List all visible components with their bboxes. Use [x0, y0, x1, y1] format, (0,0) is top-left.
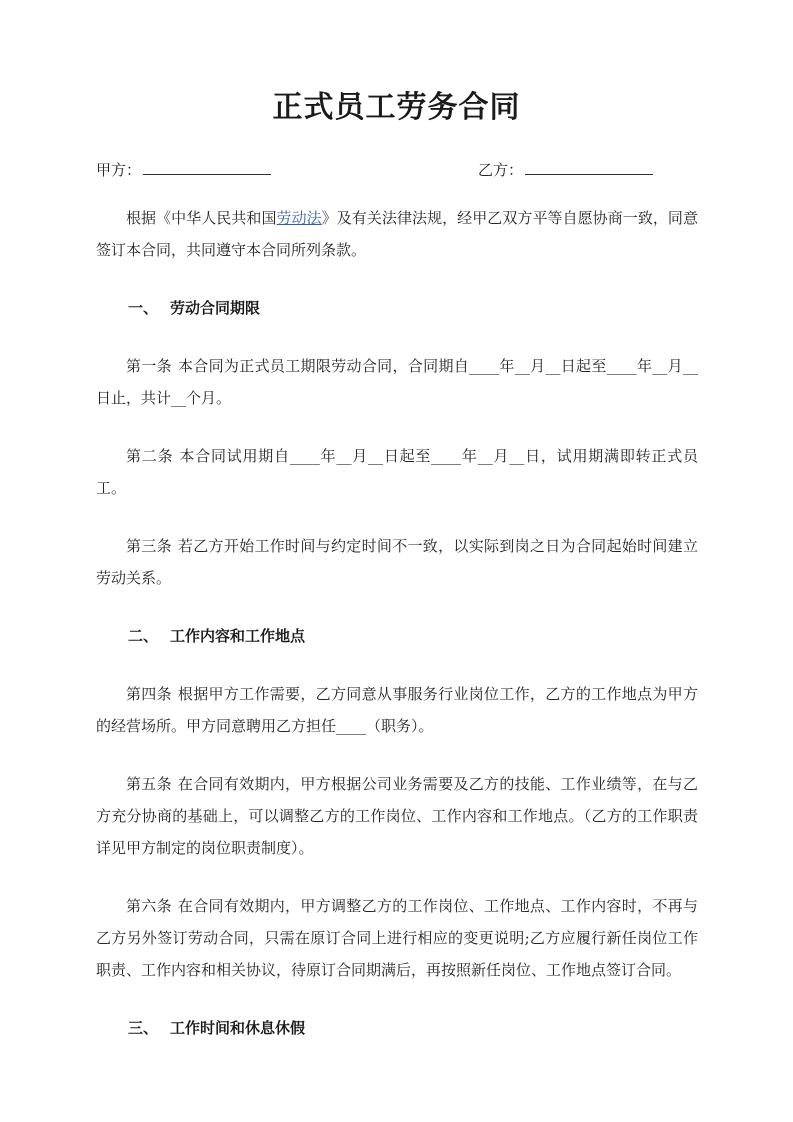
intro-text-before: 根据《中华人民共和国 — [126, 209, 277, 227]
article-paragraph — [96, 440, 698, 504]
article-label: 第四条 — [126, 685, 172, 703]
article-text: 在合同有效期内，甲方根据公司业务需要及乙方的技能、工作业绩等，在与乙方充分协商的基础上，可以调整乙方的工作岗位、工作内容和工作地点。（乙方的工作职责详见甲方制定的岗位职责制度）。 — [96, 775, 698, 857]
intro-paragraph — [96, 202, 698, 266]
section-number: 二、 — [128, 627, 159, 645]
article-paragraph — [96, 350, 698, 414]
party-a-field — [96, 158, 271, 180]
article-paragraph — [96, 678, 698, 742]
article-label: 第三条 — [126, 537, 172, 555]
document-body — [96, 202, 698, 1070]
labor-law-link[interactable]: 劳动法 — [276, 209, 322, 227]
article-text: 本合同为正式员工期限劳动合同，合同期自____年__月__日起至____年__月__日止，共计__个月。 — [96, 357, 698, 407]
party-b-field — [478, 158, 653, 180]
article-text: 在合同有效期内，甲方调整乙方的工作岗位、工作地点、工作内容时，不再与乙方另外签订劳动合同，只需在原订合同上进行相应的变更说明;乙方应履行新任岗位工作职责、工作内容和相关协议，待原订合同期满后，再按照新任岗位、工作地点签订合同。 — [96, 897, 698, 979]
article-label: 第二条 — [126, 447, 174, 465]
party-b-label: 乙方： — [478, 161, 524, 179]
article-text: 若乙方开始工作时间与约定时间不一致，以实际到岗之日为合同起始时间建立劳动关系。 — [96, 537, 698, 587]
section-title: 工作内容和工作地点 — [170, 627, 306, 645]
intro-text-after: 》及有关法律法规，经甲乙双方平等自愿协商一致，同意签订本合同，共同遵守本合同所列条款。 — [96, 209, 698, 259]
article-label: 第五条 — [126, 775, 172, 793]
article-label: 第六条 — [126, 897, 172, 915]
article-paragraph — [96, 768, 698, 864]
article-text: 根据甲方工作需要，乙方同意从事服务行业岗位工作，乙方的工作地点为甲方的经营场所。甲方同意聘用乙方担任____（职务）。 — [96, 685, 698, 735]
section-title: 劳动合同期限 — [170, 299, 261, 317]
party-a-blank — [143, 158, 271, 175]
section-heading — [96, 620, 698, 652]
section-number: 一、 — [128, 299, 159, 317]
section-heading — [96, 1012, 698, 1044]
article-paragraph — [96, 530, 698, 594]
party-b-blank — [525, 158, 653, 175]
section-title: 工作时间和休息休假 — [170, 1019, 306, 1037]
article-label: 第一条 — [126, 357, 172, 375]
document-title: 正式员工劳务合同 — [272, 90, 521, 125]
party-a-label: 甲方： — [96, 161, 142, 179]
article-text: 本合同试用期自____年__月__日起至____年__月__日，试用期满即转正式员工。 — [96, 447, 698, 497]
article-paragraph — [96, 890, 698, 986]
section-heading — [96, 292, 698, 324]
section-number: 三、 — [128, 1019, 159, 1037]
